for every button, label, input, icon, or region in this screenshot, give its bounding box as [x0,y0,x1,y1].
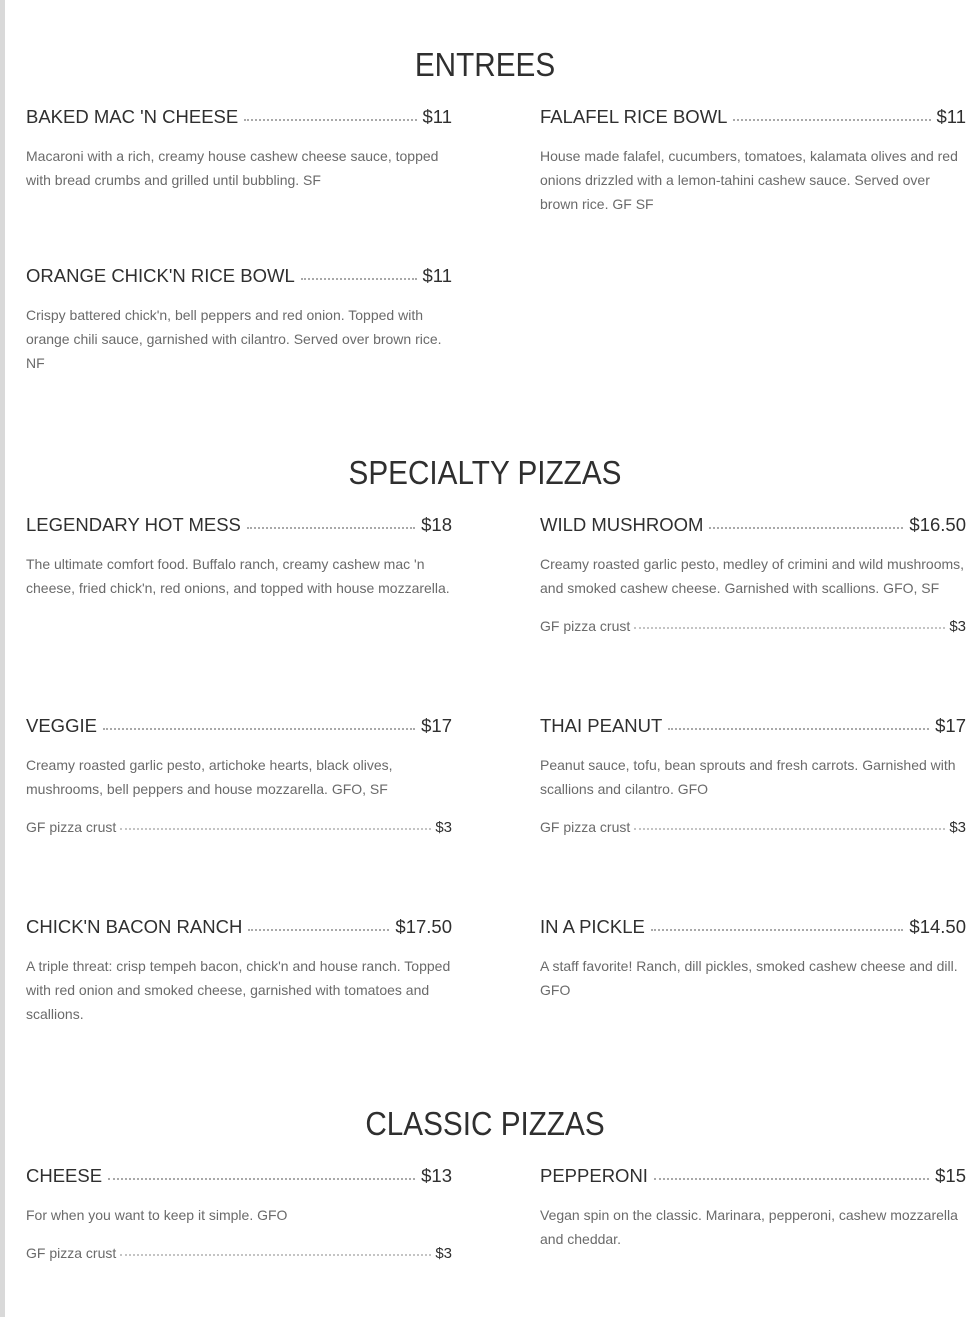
dot-leader [244,119,416,121]
dot-leader [733,119,930,121]
item-name: CHICK'N BACON RANCH [26,916,243,937]
item-description: Macaroni with a rich, creamy house cashew cheese sauce, topped with bread crumbs and grilled until bubbling. SF [26,148,439,188]
menu-item-thai-peanut [540,715,966,836]
item-name: VEGGIE [26,715,97,736]
item-price: $14.50 [909,916,966,937]
section-title-entrees: ENTREES [414,46,556,83]
dot-leader [108,1178,415,1180]
addon-gf-crust [540,618,966,635]
menu-item-orange-chickn-rice-bowl [26,265,452,375]
menu-item-chickn-bacon-ranch [26,916,452,1026]
dot-leader [301,278,417,280]
dot-leader [651,929,904,931]
item-price: $16.50 [909,514,966,535]
dot-leader [248,929,389,931]
addon-label: GF pizza crust [26,819,117,835]
menu-item-veggie [26,715,452,836]
item-price: $18 [421,514,452,535]
item-description: Crispy battered chick'n, bell peppers and red onion. Topped with orange chili sauce, garnished with cilantro. Served over brown rice. NF [26,307,442,371]
item-description: For when you want to keep it simple. GFO [26,1207,288,1223]
addon-label: GF pizza crust [26,1245,117,1261]
menu-item-pepperoni [540,1165,966,1251]
item-price: $13 [421,1165,452,1186]
page-edge-bar [0,0,5,1317]
menu-item-in-a-pickle [540,916,966,1002]
dot-leader [247,527,415,529]
addon-price: $3 [949,819,966,836]
menu-item-legendary-hot-mess [26,514,452,600]
item-price: $11 [936,106,966,127]
item-name: CHEESE [26,1165,103,1186]
addon-price: $3 [435,1245,452,1262]
dot-leader [634,828,945,830]
menu-item-falafel-rice-bowl [540,106,966,216]
item-description: Peanut sauce, tofu, bean sprouts and fresh carrots. Garnished with scallions and cilantro. GFO [540,757,956,797]
addon-price: $3 [435,819,452,836]
item-name: ORANGE CHICK'N RICE BOWL [26,265,295,286]
item-name: PEPPERONI [540,1165,648,1186]
menu-item-baked-mac-n-cheese [26,106,452,192]
section-title-specialty-pizzas: SPECIALTY PIZZAS [348,454,622,491]
item-name: FALAFEL RICE BOWL [540,106,728,127]
item-price: $17.50 [395,916,452,937]
item-name: THAI PEANUT [540,715,663,736]
item-name: IN A PICKLE [540,916,645,937]
addon-label: GF pizza crust [540,618,631,634]
item-price: $17 [935,715,966,736]
section-title-classic-pizzas: CLASSIC PIZZAS [365,1105,605,1142]
addon-label: GF pizza crust [540,819,631,835]
dot-leader [120,828,431,830]
item-name: BAKED MAC 'N CHEESE [26,106,239,127]
item-price: $11 [422,265,452,286]
item-price: $17 [421,715,452,736]
item-description: The ultimate comfort food. Buffalo ranch, creamy cashew mac 'n cheese, fried chick'n, red onions, and topped with house mozzarella. [26,556,450,596]
item-name: LEGENDARY HOT MESS [26,514,241,535]
addon-price: $3 [949,618,966,635]
addon-gf-crust [26,1245,452,1262]
item-name: WILD MUSHROOM [540,514,704,535]
dot-leader [120,1254,431,1256]
item-description: Creamy roasted garlic pesto, artichoke hearts, black olives, mushrooms, bell peppers and house mozzarella. GFO, SF [26,757,393,797]
dot-leader [634,627,945,629]
item-description: Vegan spin on the classic. Marinara, pepperoni, cashew mozzarella and cheddar. [540,1207,958,1247]
item-description: A staff favorite! Ranch, dill pickles, smoked cashew cheese and dill. GFO [540,958,958,998]
item-price: $11 [422,106,452,127]
item-price: $15 [935,1165,966,1186]
dot-leader [103,728,415,730]
addon-gf-crust [26,819,452,836]
dot-leader [668,728,929,730]
addon-gf-crust [540,819,966,836]
item-description: House made falafel, cucumbers, tomatoes, kalamata olives and red onions drizzled with a lemon-tahini cashew sauce. Served over brown rice. GF SF [540,148,958,212]
dot-leader [709,527,903,529]
item-description: A triple threat: crisp tempeh bacon, chick'n and house ranch. Topped with red onion and smoked cheese, garnished with tomatoes and scallions. [26,958,451,1022]
menu-item-cheese [26,1165,452,1262]
menu-item-wild-mushroom [540,514,966,635]
item-description: Creamy roasted garlic pesto, medley of crimini and wild mushrooms, and smoked cashew cheese. Garnished with scallions. GFO, SF [540,556,965,596]
dot-leader [654,1178,929,1180]
